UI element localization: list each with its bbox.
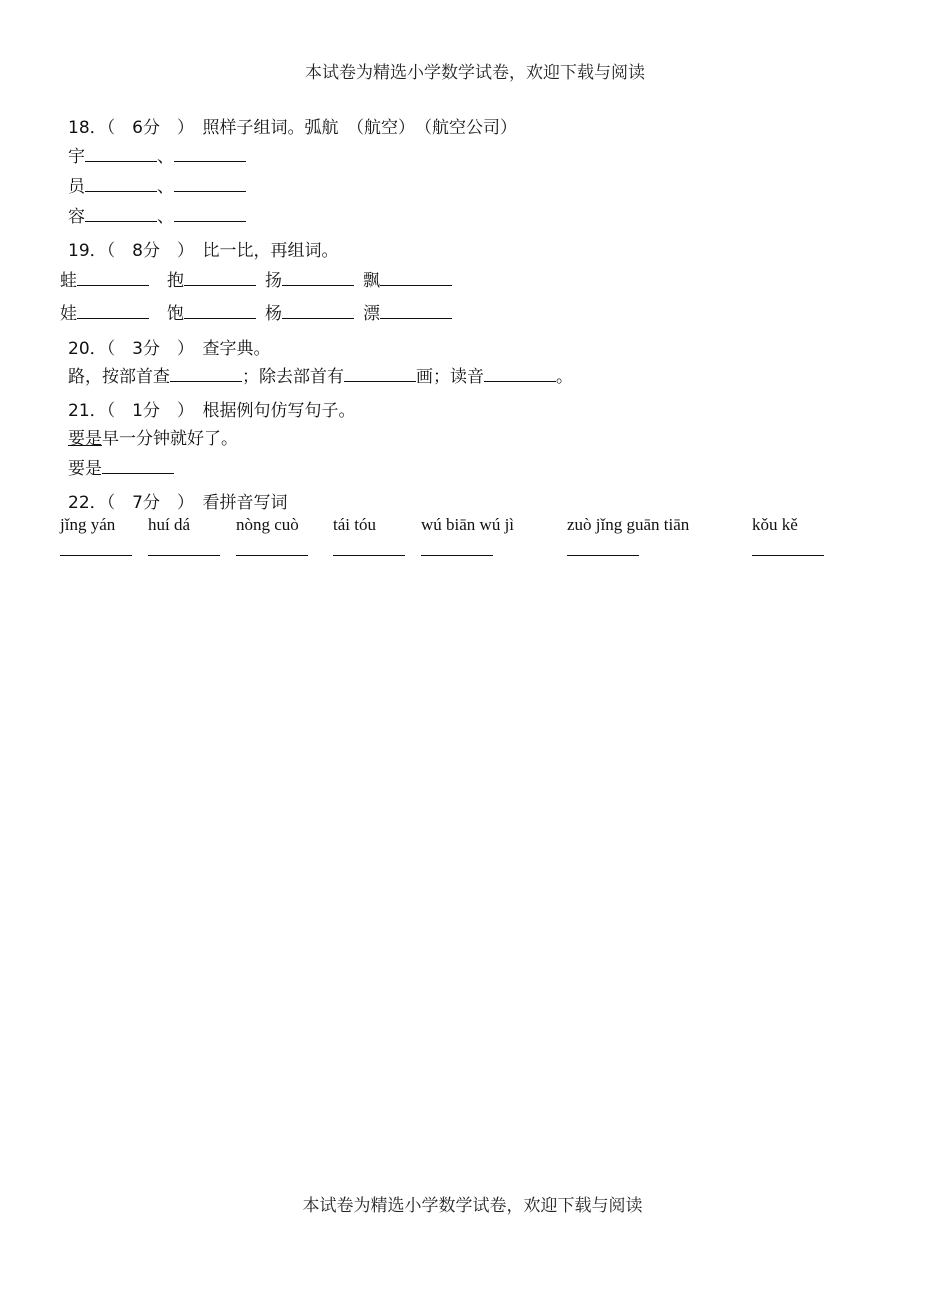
- question-number: 22: [68, 493, 90, 513]
- char: 漂: [363, 304, 380, 324]
- answer-blank[interactable]: [77, 317, 149, 319]
- answer-blank[interactable]: [60, 555, 132, 556]
- answer-blank[interactable]: [380, 284, 452, 286]
- page-footer: 本试卷为精选小学数学试卷，欢迎下载与阅读: [302, 1196, 643, 1216]
- q21-answer: 要是: [68, 454, 174, 479]
- answer-blank[interactable]: [421, 555, 493, 556]
- question-22-title: 22．（ 7分 ） 看拼音写词: [68, 493, 288, 513]
- question-score: 1分: [132, 401, 160, 421]
- question-score: 8分: [132, 241, 160, 261]
- answer-blank[interactable]: [85, 190, 157, 192]
- q19-row-2-c: [265, 299, 354, 324]
- q19-row-1-c: [265, 266, 354, 291]
- question-number: 20: [68, 339, 90, 359]
- question-20-title: 20．（ 3分 ） 查字典。: [68, 339, 271, 359]
- question-prompt: 查字典。: [202, 339, 271, 359]
- answer-blank[interactable]: [333, 555, 405, 556]
- answer-blank[interactable]: [752, 555, 824, 556]
- char: 飘: [363, 271, 380, 291]
- question-18-title: 18．（ 6分 ） 照样子组词。弧航 （航空） （航空公司）: [68, 118, 517, 138]
- q19-row-1-b: [167, 266, 256, 291]
- q19-row-2-b: [167, 299, 256, 324]
- question-prompt: 看拼音写词: [202, 493, 288, 513]
- question-prompt: 比一比，再组词。: [202, 241, 339, 261]
- answer-blank[interactable]: [174, 190, 246, 192]
- answer-blank[interactable]: [77, 284, 149, 286]
- answer-blank[interactable]: [344, 380, 416, 382]
- answer-blank[interactable]: [170, 380, 242, 382]
- answer-blank[interactable]: [484, 380, 556, 382]
- char: 娃: [60, 304, 77, 324]
- question-19-title: 19．（ 8分 ） 比一比，再组词。: [68, 241, 339, 261]
- answer-blank[interactable]: [282, 284, 354, 286]
- answer-blank[interactable]: [102, 472, 174, 474]
- q18-row-2: 员 、: [68, 172, 246, 197]
- answer-blank[interactable]: [567, 555, 639, 556]
- pinyin-item: zuò jǐng guān tiān: [567, 515, 690, 534]
- answer-blank[interactable]: [380, 317, 452, 319]
- question-prompt: 根据例句仿写句子。: [202, 401, 356, 421]
- q18-row-3: 容 、: [68, 202, 246, 227]
- question-prompt: 照样子组词。弧航 （航空） （航空公司）: [202, 118, 517, 138]
- answer-blank[interactable]: [85, 160, 157, 162]
- answer-blank[interactable]: [148, 555, 220, 556]
- char: 员: [68, 177, 85, 197]
- q21-example: 要是早一分钟就好了。: [68, 429, 238, 449]
- answer-blank[interactable]: [236, 555, 308, 556]
- question-21-title: 21．（ 1分 ） 根据例句仿写句子。: [68, 401, 356, 421]
- answer-blank[interactable]: [184, 284, 256, 286]
- char: 宇: [68, 147, 85, 167]
- pinyin-item: tái tóu: [333, 515, 376, 534]
- question-number: 18: [68, 118, 90, 138]
- question-score: 3分: [132, 339, 160, 359]
- question-number: 21: [68, 401, 90, 421]
- answer-blank[interactable]: [174, 160, 246, 162]
- question-number: 19: [68, 241, 90, 261]
- pinyin-item: huí dá: [148, 515, 191, 534]
- q19-row-1-d: [363, 266, 452, 291]
- question-score: 7分: [132, 493, 160, 513]
- q19-row-2-d: [363, 299, 452, 324]
- underlined-phrase: 要是: [68, 429, 102, 449]
- q18-row-1: 宇 、: [68, 142, 246, 167]
- question-score: 6分: [132, 118, 160, 138]
- pinyin-item: wú biān wú jì: [421, 515, 515, 534]
- answer-blank[interactable]: [85, 220, 157, 222]
- pinyin-item: nòng cuò: [236, 515, 299, 534]
- char: 蛙: [60, 271, 77, 291]
- pinyin-item: jǐng yán: [60, 515, 116, 534]
- char: 饱: [167, 304, 184, 324]
- char: 扬: [265, 271, 282, 291]
- char: 杨: [265, 304, 282, 324]
- char: 抱: [167, 271, 184, 291]
- q20-body: 路，按部首查 ；除去部首有 画；读音 。: [68, 367, 573, 387]
- char: 容: [68, 207, 85, 227]
- pinyin-item: kǒu kě: [752, 515, 798, 534]
- answer-blank[interactable]: [174, 220, 246, 222]
- answer-blank[interactable]: [282, 317, 354, 319]
- answer-blank[interactable]: [184, 317, 256, 319]
- q19-row-2: [60, 299, 149, 324]
- q19-row-1: [60, 266, 149, 291]
- page-header: 本试卷为精选小学数学试卷，欢迎下载与阅读: [305, 63, 645, 83]
